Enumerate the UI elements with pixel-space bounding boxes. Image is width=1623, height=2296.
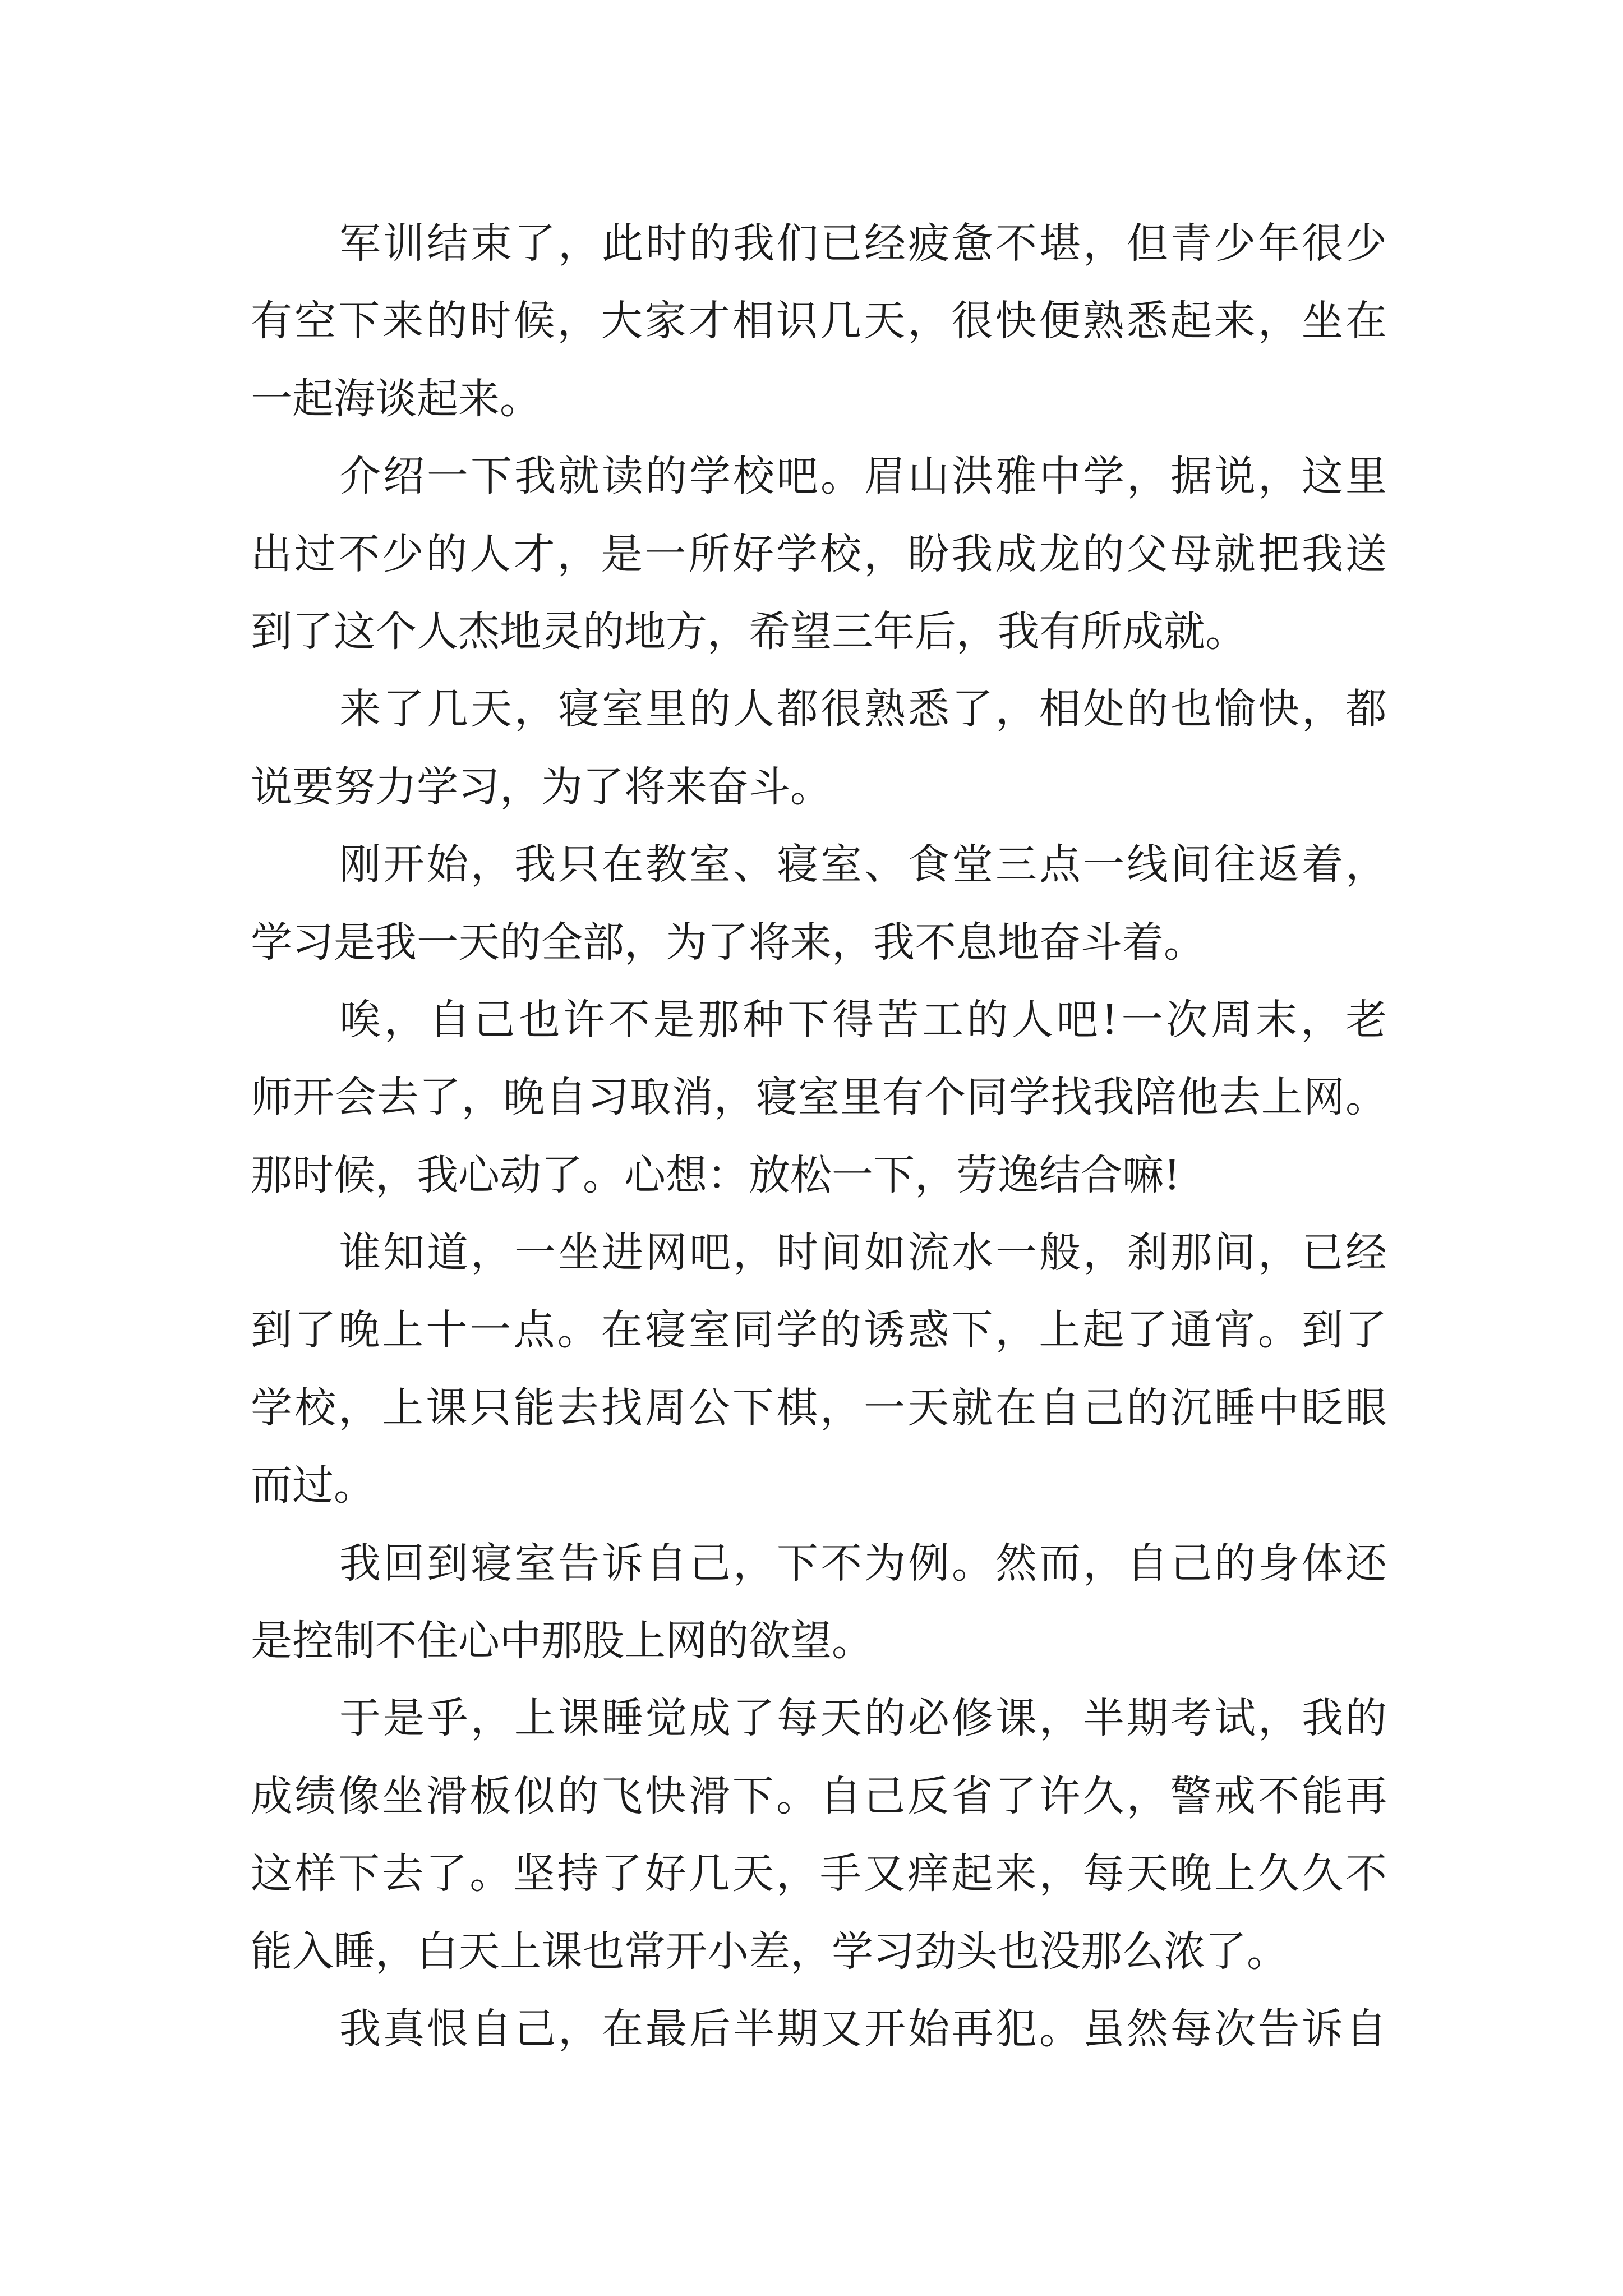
text-line: 学校，上课只能去找周公下棋，一天就在自己的沉睡中眨眼: [251, 1383, 1387, 1432]
text-line: 到了晚上十一点。在寝室同学的诱惑下，上起了通宵。到了: [251, 1306, 1387, 1355]
text-line: 来了几天，寝室里的人都很熟悉了，相处的也愉快，都: [339, 685, 1387, 734]
text-line: 说要努力学习，为了将来奋斗。: [251, 762, 832, 811]
text-line: 到了这个人杰地灵的地方，希望三年后，我有所成就。: [251, 607, 1247, 656]
text-line: 能入睡，白天上课也常开小差，学习劲头也没那么浓了。: [251, 1927, 1288, 1976]
text-line: 成绩像坐滑板似的飞快滑下。自己反省了许久，警戒不能再: [251, 1772, 1387, 1820]
paragraph: [251, 1525, 1387, 1680]
text-line: 我回到寝室告诉自己，下不为例。然而，自己的身体还: [339, 1539, 1387, 1588]
paragraph: [251, 981, 1387, 1214]
paragraph: [251, 1214, 1387, 1525]
paragraph: [251, 438, 1387, 670]
text-line: 军训结束了，此时的我们已经疲惫不堪，但青少年很少: [339, 219, 1387, 268]
text-line: 这样下去了。坚持了好几天，手又痒起来，每天晚上久久不: [251, 1849, 1387, 1898]
paragraph: [251, 1990, 1387, 2068]
text-line: 出过不少的人才，是一所好学校，盼我成龙的父母就把我送: [251, 530, 1387, 578]
paragraph: [251, 1680, 1387, 1990]
text-line: 于是乎，上课睡觉成了每天的必修课，半期考试，我的: [339, 1694, 1387, 1743]
text-line: 有空下来的时候，大家才相识几天，很快便熟悉起来，坐在: [251, 297, 1387, 346]
text-line: 那时候，我心动了。心想：放松一下，劳逸结合嘛!: [251, 1151, 1181, 1199]
page-body: [251, 205, 1387, 2068]
text-line: 是控制不住心中那股上网的欲望。: [251, 1617, 873, 1665]
text-line: 我真恨自己，在最后半期又开始再犯。虽然每次告诉自: [339, 2004, 1387, 2053]
text-line: 刚开始，我只在教室、寝室、食堂三点一线间往返着，: [339, 840, 1387, 889]
text-line: 一起海谈起来。: [251, 374, 541, 423]
paragraph: [251, 670, 1387, 826]
text-line: 而过。: [251, 1461, 375, 1510]
text-line: 唉，自己也许不是那种下得苦工的人吧!一次周末，老: [339, 995, 1387, 1044]
text-line: 谁知道，一坐进网吧，时间如流水一般，刹那间，已经: [339, 1228, 1387, 1277]
text-line: 师开会去了，晚自习取消，寝室里有个同学找我陪他去上网。: [251, 1073, 1387, 1122]
paragraph: [251, 826, 1387, 981]
text-line: 学习是我一天的全部，为了将来，我不息地奋斗着。: [251, 918, 1205, 967]
text-line: 介绍一下我就读的学校吧。眉山洪雅中学，据说，这里: [339, 452, 1387, 501]
paragraph: [251, 205, 1387, 438]
